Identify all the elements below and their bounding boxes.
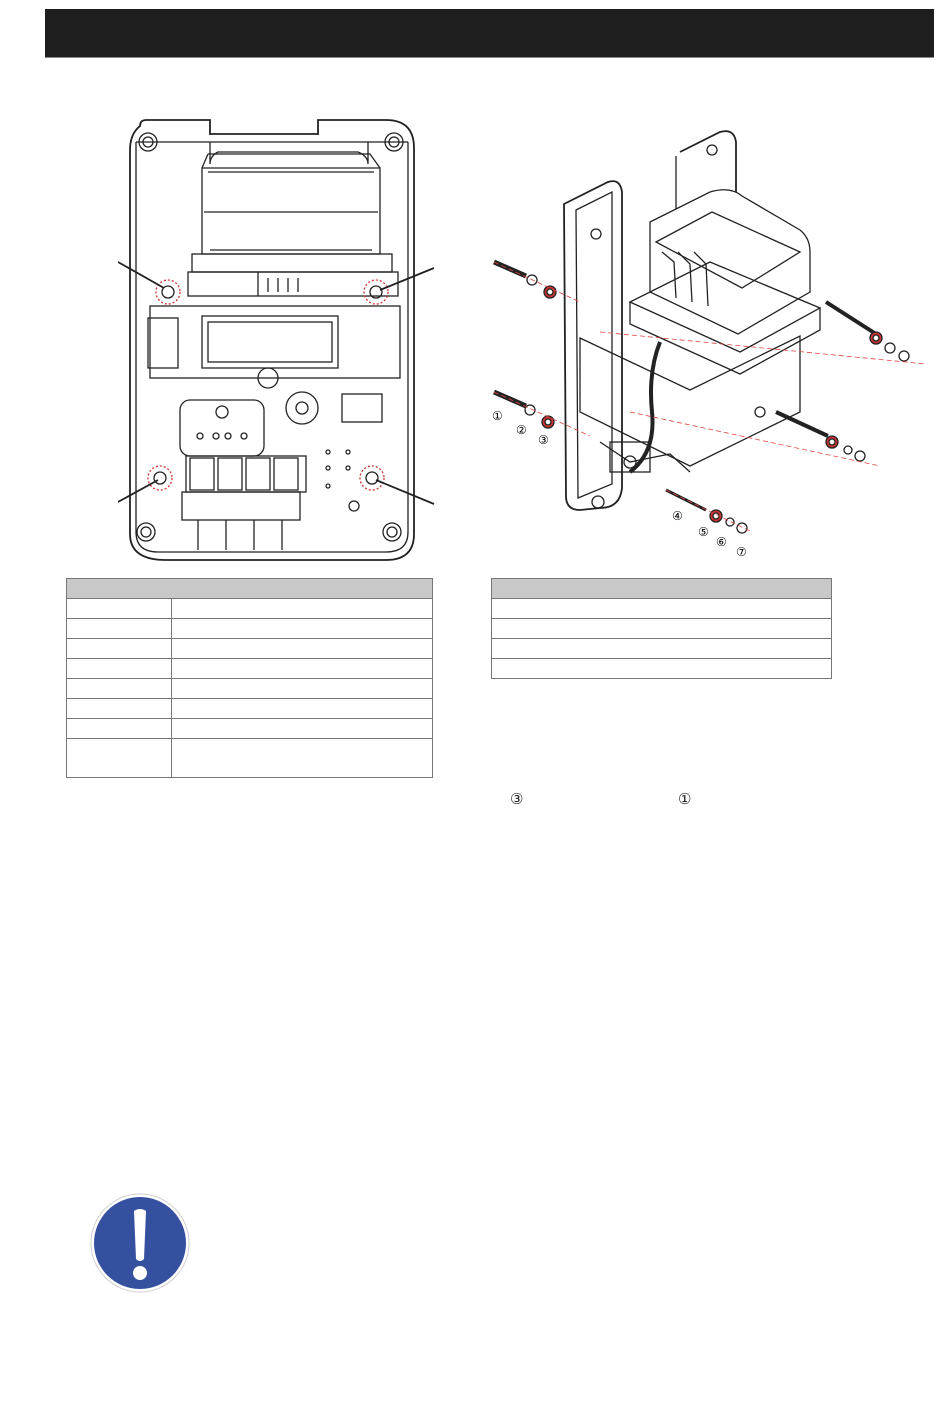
table-row bbox=[67, 659, 433, 679]
exclamation-icon bbox=[90, 1193, 190, 1293]
table-cell bbox=[67, 739, 172, 778]
table-row bbox=[492, 619, 832, 639]
table-row bbox=[492, 599, 832, 619]
table-cell bbox=[67, 699, 172, 719]
table-cell bbox=[172, 699, 433, 719]
table-cell bbox=[67, 599, 172, 619]
header-bar bbox=[45, 9, 934, 58]
table-cell bbox=[172, 619, 433, 639]
note-ref-a: ③ bbox=[510, 790, 524, 808]
callout-1: ① bbox=[492, 409, 503, 423]
table-cell bbox=[172, 739, 433, 778]
table-row bbox=[67, 599, 433, 619]
table-cell bbox=[492, 659, 832, 679]
callout-4: ④ bbox=[672, 509, 683, 523]
table-row bbox=[67, 739, 433, 778]
table-row bbox=[67, 639, 433, 659]
note-ref-b: ① bbox=[678, 790, 692, 808]
table-cell bbox=[67, 639, 172, 659]
table-row bbox=[67, 679, 433, 699]
table-row bbox=[67, 619, 433, 639]
callout-2: ② bbox=[516, 423, 527, 437]
table-row bbox=[492, 659, 832, 679]
table-row bbox=[492, 639, 832, 659]
table-cell bbox=[67, 659, 172, 679]
left-table-header bbox=[67, 579, 433, 599]
table-row bbox=[67, 699, 433, 719]
table-cell bbox=[172, 639, 433, 659]
table-cell bbox=[67, 619, 172, 639]
table-cell bbox=[492, 599, 832, 619]
table-cell bbox=[492, 619, 832, 639]
table-cell bbox=[492, 639, 832, 659]
left-spec-table bbox=[66, 578, 433, 778]
callout-5: ⑤ bbox=[698, 525, 709, 539]
exploded-view-diagram bbox=[480, 112, 940, 572]
table-cell bbox=[172, 679, 433, 699]
right-spec-table bbox=[491, 578, 832, 679]
callout-6: ⑥ bbox=[716, 535, 727, 549]
table-cell bbox=[172, 599, 433, 619]
callout-3: ③ bbox=[538, 433, 549, 447]
front-view-diagram bbox=[118, 112, 438, 572]
right-table-header bbox=[492, 579, 832, 599]
table-cell bbox=[67, 719, 172, 739]
table-cell bbox=[67, 679, 172, 699]
callout-7: ⑦ bbox=[736, 545, 747, 559]
table-cell bbox=[172, 719, 433, 739]
table-row bbox=[67, 719, 433, 739]
table-cell bbox=[172, 659, 433, 679]
